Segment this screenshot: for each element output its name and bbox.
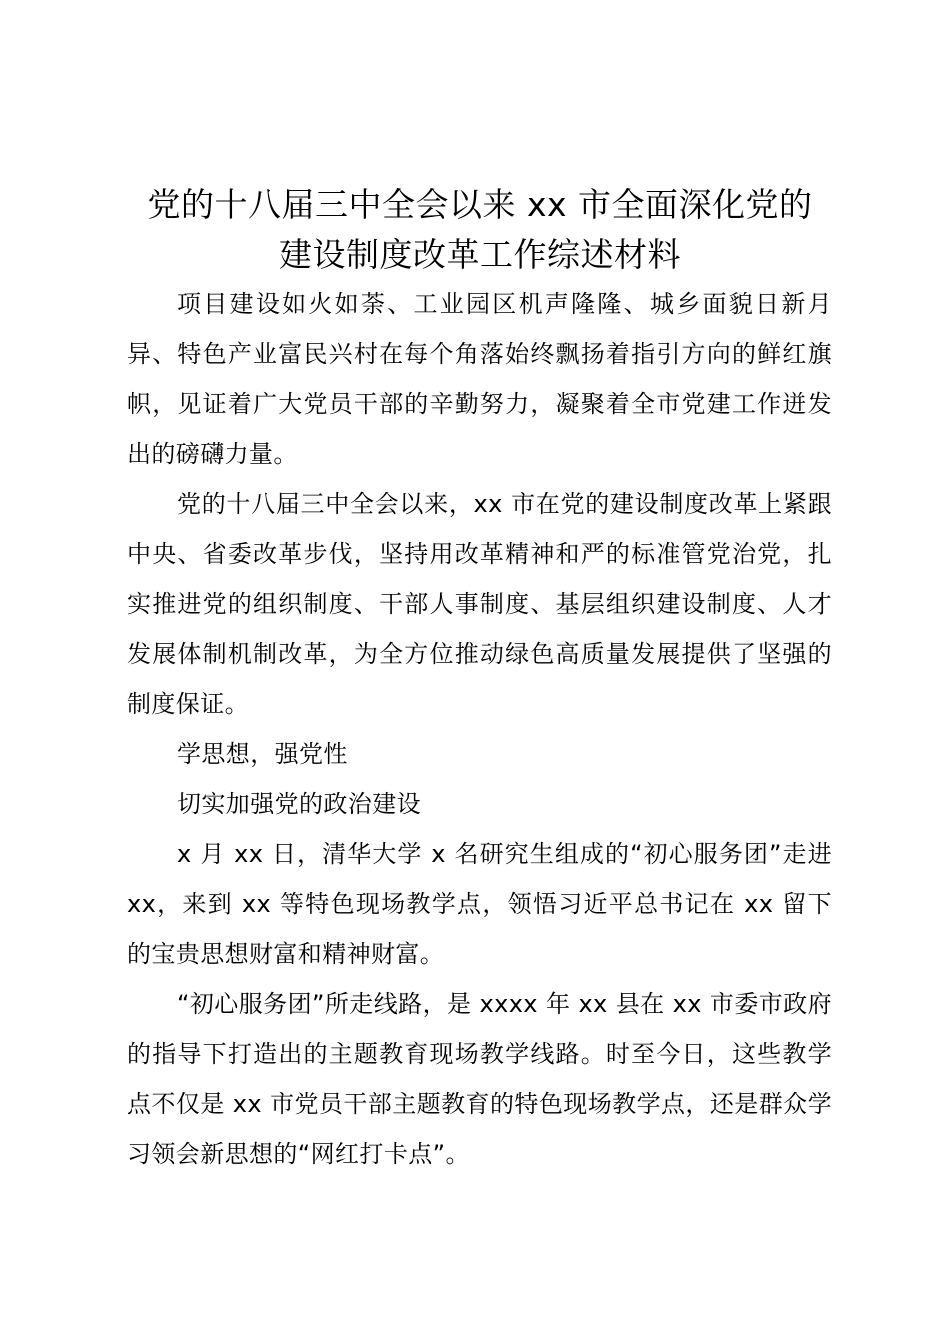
title-line-2: 建设制度改革工作综述材料 — [279, 235, 681, 274]
title-line-1: 党的十八届三中全会以来 xx 市全面深化党的 — [147, 185, 813, 224]
section-subheading-political: 切实加强党的政治建设 — [177, 790, 421, 818]
paragraph-reform-overview: 党的十八届三中全会以来，xx 市在党的建设制度改革上紧跟中央、省委改革步伐，坚持用改革精神和严的标准管党治党，扎实推进党的组织制度、干部人事制度、基层组织建设制度、人才发展体制机制改革，为全方位推动绿色高质量发展提供了坚强的制度保证。 — [127, 490, 832, 718]
paragraph-service-team: x 月 xx 日，清华大学 x 名研究生组成的“初心服务团”走进 xx，来到 xx 等特色现场教学点，领悟习近平总书记在 xx 留下的宝贵思想财富和精神财富。 — [127, 840, 832, 968]
paragraph-route: “初心服务团”所走线路，是 xxxx 年 xx 县在 xx 市委市政府的指导下打造出的主题教育现场教学线路。时至今日，这些教学点不仅是 xx 市党员干部主题教育的特色现场教学点，还是群众学习领会新思想的“网红打卡点”。 — [127, 990, 832, 1168]
document-body — [127, 279, 832, 1179]
paragraph-intro: 项目建设如火如荼、工业园区机声隆隆、城乡面貌日新月异、特色产业富民兴村在每个角落始终飘扬着指引方向的鲜红旗帜，见证着广大党员干部的辛勤努力，凝聚着全市党建工作迸发出的磅礴力量。 — [127, 290, 832, 468]
section-heading-study: 学思想，强党性 — [177, 740, 348, 768]
document-title — [100, 180, 860, 280]
